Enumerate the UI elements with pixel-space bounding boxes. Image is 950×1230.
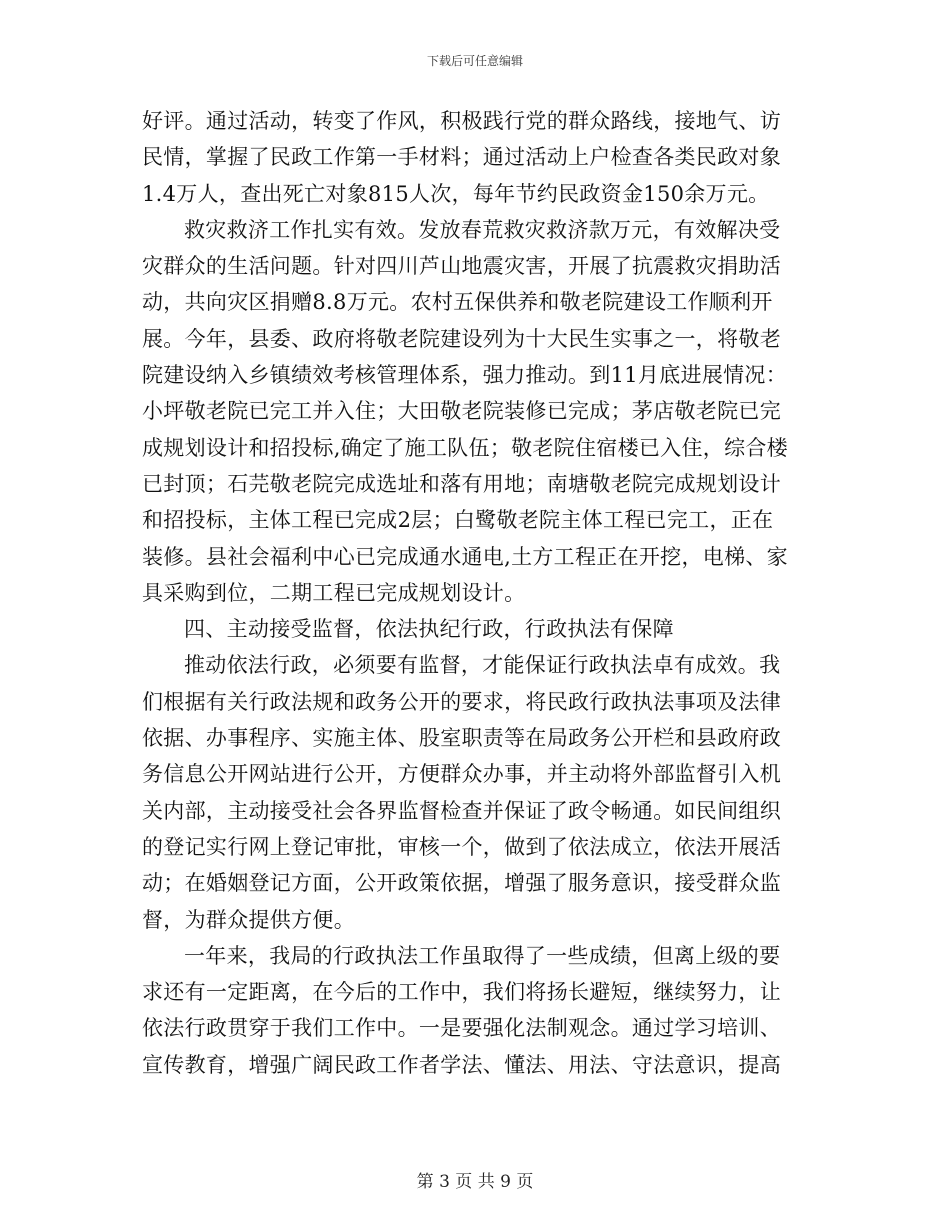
text-line: 已封顶；石芫敬老院完成选址和落有用地；南塘敬老院完成规划设计 <box>142 471 781 496</box>
text-line: 关内部，主动接受社会各界监督检查并保证了政令畅通。如民间组织 <box>142 798 781 823</box>
text-line: 救灾救济工作扎实有效。发放春荒救灾救济款万元，有效解决受 <box>184 217 781 242</box>
page-footer: 第 3 页 共 9 页 <box>416 1172 534 1192</box>
body-text <box>142 103 802 1083</box>
text-line: 院建设纳入乡镇绩效考核管理体系，强力推动。到11月底进展情况： <box>142 363 788 388</box>
text-line: 和招投标，主体工程已完成2层；白鹭敬老院主体工程已完工，正在 <box>142 508 774 533</box>
text-line: 好评。通过活动，转变了作风，积极践行党的群众路线，接地气、访 <box>142 109 781 133</box>
text-line: 民情，掌握了民政工作第一手材料；通过活动上户检查各类民政对象 <box>142 145 781 170</box>
text-line: 推动依法行政，必须要有监督，才能保证行政执法卓有成效。我 <box>184 653 781 678</box>
text-line: 们根据有关行政法规和政务公开的要求，将民政行政执法事项及法律 <box>142 689 781 714</box>
text-line: 务信息公开网站进行公开，方便群众办事，并主动将外部监督引入机 <box>142 762 781 787</box>
text-line: 依法行政贯穿于我们工作中。一是要强化法制观念。通过学习培训、 <box>142 1016 781 1041</box>
text-line: 求还有一定距离，在今后的工作中，我们将扬长避短，继续努力，让 <box>142 980 781 1005</box>
text-line: 一年来，我局的行政执法工作虽取得了一些成绩，但离上级的要 <box>184 943 781 968</box>
text-line: 灾群众的生活问题。针对四川芦山地震灾害，开展了抗震救灾捐助活 <box>142 254 781 279</box>
text-line: 展。今年，县委、政府将敬老院建设列为十大民生实事之一，将敬老 <box>142 326 781 351</box>
text-line: 宣传教育，增强广阔民政工作者学法、懂法、用法、守法意识，提高 <box>142 1052 781 1077</box>
text-line: 动，共向灾区捐赠8.8万元。农村五保供养和敬老院建设工作顺利开 <box>142 290 773 315</box>
text-line: 的登记实行网上登记审批，审核一个，做到了依法成立，依法开展活 <box>142 834 781 859</box>
page-header: 下载后可任意编辑 <box>426 54 523 68</box>
text-line: 动；在婚姻登记方面，公开政策依据，增强了服务意识，接受群众监 <box>142 871 781 896</box>
text-line: 具采购到位，二期工程已完成规划设计。 <box>142 580 526 605</box>
text-line: 依据、办事程序、实施主体、股室职责等在局政务公开栏和县政府政 <box>142 726 781 751</box>
text-line: 四、主动接受监督，依法执纪行政，行政执法有保障 <box>184 617 674 642</box>
text-line: 督，为群众提供方便。 <box>142 907 355 932</box>
text-line: 装修。县社会福利中心已完成通水通电,土方工程正在开挖，电梯、家 <box>142 544 788 569</box>
text-line: 1.4万人，查出死亡对象815人次，每年节约民政资金150余万元。 <box>142 181 770 206</box>
text-line: 小坪敬老院已完工并入住；大田敬老院装修已完成；茅店敬老院已完 <box>142 399 781 424</box>
text-line: 成规划设计和招投标,确定了施工队伍；敬老院住宿楼已入住，综合楼 <box>142 435 788 460</box>
